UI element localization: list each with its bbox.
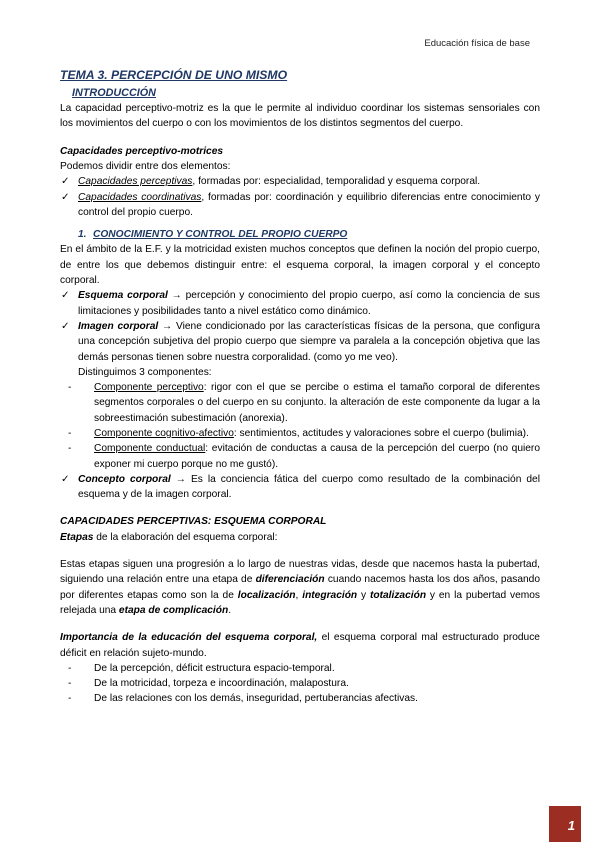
section-paragraph: En el ámbito de la E.F. y la motricidad existen muchos conceptos que definen la noción del propio cuerpo, de entre los que debemos distinguir entre: el esquema corporal, la imagen corporal y el concepto corporal. — [60, 244, 540, 287]
dash-bullet: - — [68, 382, 72, 394]
section-number: 1. — [78, 229, 87, 241]
importancia-term: Importancia de la educación del esquema corporal, — [60, 632, 318, 644]
item-text: percepción y conocimiento del propio cuerpo, así como la conciencia de sus limitaciones y posibilidades tanto a nivel estático como dinámico. — [78, 290, 540, 317]
text-run: Estas etapas siguen una progresión a lo largo de nuestras vidas, desde que nacemos hasta la pubertad, siguiendo una relación entre una etapa de — [60, 559, 540, 586]
list-item — [60, 661, 540, 676]
dash-bullet: - — [68, 662, 72, 674]
item-text: De la percepción, déficit estructura espacio-temporal. — [94, 662, 335, 674]
item-text: Viene condicionado por las características físicas de la persona, que configura una concepción subjetiva del propio cuerpo que siempre va paralela a la concepción objetiva que las demás personas tienen sobre nuestra corporalidad. (como yo me veo). — [78, 320, 540, 363]
item-term: Imagen corporal — [78, 320, 159, 332]
list-item — [60, 472, 540, 503]
item-term: Capacidades coordinativas — [78, 191, 202, 203]
dash-bullet: - — [68, 427, 72, 439]
list-item — [60, 190, 540, 221]
text-run: . — [228, 604, 232, 616]
running-header: Educación física de base — [424, 38, 530, 49]
checkmark-icon: ✓ — [61, 290, 70, 302]
etapas-text: de la elaboración del esquema corporal: — [93, 531, 278, 543]
item-text: : rigor con el que se percibe o estima el tamaño corporal de diferentes segmentos corporales o del cuerpo en su conjunto. la alteración de este componente da lugar a la sobreestimación subestimación (anorexia). — [94, 382, 540, 424]
page-title: TEMA 3. PERCEPCIÓN DE UNO MISMO — [60, 68, 288, 82]
section-title: CONOCIMIENTO Y CONTROL DEL PROPIO CUERPO — [93, 229, 348, 241]
etapas-paragraph — [60, 557, 540, 618]
intro-heading: INTRODUCCIÓN — [72, 86, 156, 99]
importancia-paragraph — [60, 630, 540, 661]
etapas-term: Etapas — [60, 531, 94, 543]
components-lead: Distinguimos 3 componentes: — [78, 366, 212, 378]
checkmark-icon: ✓ — [61, 320, 70, 332]
item-text: , formadas por: especialidad, temporalidad y esquema corporal. — [192, 176, 481, 188]
list-item — [60, 319, 540, 365]
item-text: De la motricidad, torpeza e incoordinación, malapostura. — [94, 678, 349, 690]
arrow-icon: → — [167, 290, 186, 302]
etapas-line — [60, 530, 540, 545]
item-text: : evitación de conductas a causa de la percepción del cuerpo (no quiero exponer mi cuerpo porque no me gustó). — [94, 443, 540, 470]
text-run: , — [295, 589, 303, 601]
term: integración — [302, 589, 358, 601]
list-item — [60, 288, 540, 319]
term: localización — [237, 589, 296, 601]
item-text: Es la conciencia fática del cuerpo como resultado de la combinación del esquema y de la imagen corporal. — [78, 473, 540, 501]
item-term: Componente perceptivo — [94, 382, 204, 394]
capacidades-lead: Podemos dividir entre dos elementos: — [60, 160, 231, 172]
list-item — [60, 174, 540, 189]
text-run: y en la pubertad vemos relejada una — [60, 589, 540, 616]
arrow-icon: → — [158, 320, 177, 332]
item-term: Componente conductual — [94, 443, 206, 455]
dash-bullet: - — [68, 693, 72, 705]
checkmark-icon: ✓ — [61, 191, 70, 203]
checkmark-icon: ✓ — [61, 473, 70, 485]
importancia-text: el esquema corporal mal estructurado produce déficit en relación sujeto-mundo. — [60, 632, 540, 659]
page-number: 1 — [549, 806, 581, 842]
term: diferenciación — [255, 574, 325, 586]
intro-paragraph: La capacidad perceptivo-motriz es la que le permite al individuo coordinar los sistemas sensoriales con los movimientos del cuerpo o con los movimientos de los distintos segmentos del cuerpo. — [60, 103, 540, 130]
esquema-heading: CAPACIDADES PERCEPTIVAS: ESQUEMA CORPORAL — [60, 516, 327, 528]
list-item — [60, 441, 540, 472]
item-text: , formadas por: coordinación y equilibrio diferencias entre conocimiento y control del propio cuerpo. — [78, 191, 540, 218]
item-term: Capacidades perceptivas — [78, 176, 193, 188]
checkmark-icon: ✓ — [61, 176, 70, 188]
term: totalización — [370, 589, 427, 601]
item-text: De las relaciones con los demás, inseguridad, pertuberancias afectivas. — [94, 693, 418, 705]
page-content — [60, 68, 540, 707]
list-item — [60, 691, 540, 706]
item-term: Componente cognitivo-afectivo — [94, 427, 234, 439]
item-text: : sentimientos, actitudes y valoraciones sobre el cuerpo (bulimia). — [233, 427, 529, 439]
list-item — [60, 380, 540, 426]
item-term: Esquema corporal — [78, 290, 168, 302]
text-run: y — [357, 589, 370, 601]
list-item — [60, 426, 540, 441]
dash-bullet: - — [68, 443, 72, 455]
section-heading — [78, 227, 540, 242]
arrow-icon: → — [170, 473, 191, 485]
term: etapa de complicación — [118, 604, 229, 616]
text-run: cuando nacemos hasta los dos años, pasando por diferentes etapas como son la de — [60, 574, 540, 601]
list-item — [60, 676, 540, 691]
dash-bullet: - — [68, 678, 72, 690]
item-term: Concepto corporal — [78, 473, 171, 485]
capacidades-heading: Capacidades perceptivo-motrices — [60, 145, 224, 157]
